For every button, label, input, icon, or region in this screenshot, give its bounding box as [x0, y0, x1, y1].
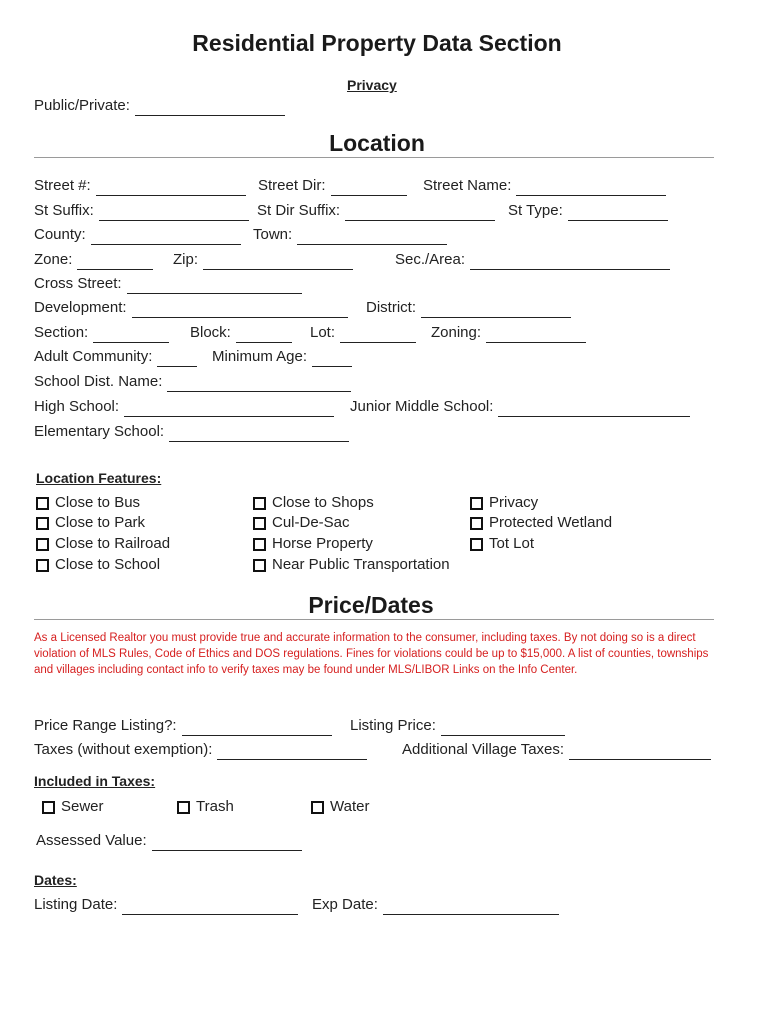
cross-street-input[interactable] — [127, 279, 302, 294]
checkbox-close-to-park[interactable] — [36, 513, 145, 533]
location-divider — [34, 157, 714, 158]
page-title: Residential Property Data Section — [192, 30, 562, 56]
checkbox-label: Close to School — [55, 556, 161, 573]
elementary-school-label: Elementary School: — [34, 423, 165, 440]
street-dir-field[interactable] — [258, 176, 407, 196]
minimum-age-input[interactable] — [312, 352, 352, 367]
licensing-notice: As a Licensed Realtor you must provide true and accurate information to the consumer, including taxes. By not doing so is a direct violation of MLS Rules, Code of Ethics and DOS regulations. Fines for violations could be up to $15,000. A list of counties, townships and villages including contact info to verify taxes may be found under MLS/LIBOR Links on the Info Center. — [34, 632, 709, 676]
cross-street-field[interactable] — [34, 274, 302, 294]
st-dir-suffix-field[interactable] — [257, 201, 495, 221]
town-input[interactable] — [297, 230, 447, 245]
elementary-school-input[interactable] — [169, 427, 349, 442]
included-in-taxes-heading: Included in Taxes: — [34, 773, 156, 789]
cross-street-label: Cross Street: — [34, 275, 122, 292]
checkbox-water[interactable] — [311, 797, 369, 817]
adult-community-label: Adult Community: — [34, 348, 153, 365]
sec-area-input[interactable] — [470, 255, 670, 270]
checkbox-box[interactable] — [42, 801, 55, 814]
street-dir-input[interactable] — [331, 181, 407, 196]
public-private-field[interactable] — [34, 96, 285, 116]
location-features-heading: Location Features: — [36, 470, 162, 486]
checkbox-close-to-bus[interactable] — [36, 493, 140, 513]
lot-label: Lot: — [310, 324, 336, 341]
checkbox-label: Horse Property — [272, 535, 373, 552]
checkbox-box[interactable] — [36, 559, 49, 572]
checkbox-box[interactable] — [311, 801, 324, 814]
checkbox-horse-property[interactable] — [253, 534, 373, 554]
checkbox-close-to-school[interactable] — [36, 555, 160, 575]
county-label: County: — [34, 226, 86, 243]
section-label: Section: — [34, 324, 89, 341]
zip-label: Zip: — [173, 251, 199, 268]
st-type-label: St Type: — [508, 202, 563, 219]
checkbox-box[interactable] — [470, 538, 483, 551]
taxes-input[interactable] — [217, 745, 367, 760]
block-field[interactable] — [190, 323, 292, 343]
checkbox-label: Near Public Transportation — [272, 556, 450, 573]
street-number-input[interactable] — [96, 181, 246, 196]
checkbox-close-to-shops[interactable] — [253, 493, 374, 513]
checkbox-label: Close to Park — [55, 514, 146, 531]
junior-middle-school-input[interactable] — [498, 402, 690, 417]
development-field[interactable] — [34, 298, 348, 318]
street-dir-label: Street Dir: — [258, 177, 326, 194]
checkbox-cul-de-sac[interactable] — [253, 513, 350, 533]
price-dates-title: Price/Dates — [308, 592, 434, 618]
street-number-label: Street #: — [34, 177, 91, 194]
school-dist-field[interactable] — [34, 372, 351, 392]
block-label: Block: — [190, 324, 231, 341]
listing-date-label: Listing Date: — [34, 896, 118, 913]
st-suffix-field[interactable] — [34, 201, 249, 221]
checkbox-label: Protected Wetland — [489, 514, 613, 531]
section-input[interactable] — [93, 328, 169, 343]
checkbox-box[interactable] — [177, 801, 190, 814]
listing-price-input[interactable] — [441, 721, 565, 736]
public-private-input[interactable] — [135, 101, 285, 116]
sec-area-label: Sec./Area: — [395, 251, 466, 268]
county-input[interactable] — [91, 230, 241, 245]
high-school-input[interactable] — [124, 402, 334, 417]
checkbox-sewer[interactable] — [42, 797, 104, 817]
checkbox-label: Water — [330, 798, 370, 815]
listing-date-input[interactable] — [122, 900, 298, 915]
district-field[interactable] — [366, 298, 571, 318]
zip-input[interactable] — [203, 255, 353, 270]
price-range-listing-label: Price Range Listing?: — [34, 717, 177, 734]
checkbox-box[interactable] — [36, 497, 49, 510]
junior-middle-school-field[interactable] — [350, 397, 690, 417]
town-field[interactable] — [253, 225, 447, 245]
checkbox-tot-lot[interactable] — [470, 534, 534, 554]
high-school-field[interactable] — [34, 397, 334, 417]
adult-community-input[interactable] — [157, 352, 197, 367]
checkbox-trash[interactable] — [177, 797, 234, 817]
section-field[interactable] — [34, 323, 169, 343]
checkbox-box[interactable] — [470, 497, 483, 510]
lot-field[interactable] — [310, 323, 416, 343]
zone-input[interactable] — [77, 255, 153, 270]
checkbox-label: Trash — [196, 798, 234, 815]
zoning-label: Zoning: — [431, 324, 482, 341]
checkbox-box[interactable] — [253, 538, 266, 551]
street-number-field[interactable] — [34, 176, 246, 196]
privacy-heading: Privacy — [347, 77, 397, 93]
checkbox-label: Tot Lot — [489, 535, 535, 552]
checkbox-label: Cul-De-Sac — [272, 514, 350, 531]
school-dist-label: School Dist. Name: — [34, 373, 163, 390]
school-dist-input[interactable] — [167, 377, 351, 392]
high-school-label: High School: — [34, 398, 120, 415]
street-name-label: Street Name: — [423, 177, 512, 194]
checkbox-label: Privacy — [489, 494, 539, 511]
price-range-listing-input[interactable] — [182, 721, 332, 736]
district-label: District: — [366, 299, 416, 316]
checkbox-box[interactable] — [253, 559, 266, 572]
checkbox-label: Close to Shops — [272, 494, 374, 511]
checkbox-protected-wetland[interactable] — [470, 513, 612, 533]
st-dir-suffix-label: St Dir Suffix: — [257, 202, 341, 219]
street-name-field[interactable] — [423, 176, 666, 196]
listing-price-field[interactable] — [350, 716, 565, 736]
checkbox-privacy[interactable] — [470, 493, 538, 513]
checkbox-box[interactable] — [253, 517, 266, 530]
development-label: Development: — [34, 299, 127, 316]
price-range-listing-field[interactable] — [34, 716, 332, 736]
checkbox-near-public-transportation[interactable] — [253, 555, 450, 575]
checkbox-label: Sewer — [61, 798, 104, 815]
sec-area-field[interactable] — [395, 250, 670, 270]
additional-village-taxes-input[interactable] — [569, 745, 711, 760]
st-suffix-input[interactable] — [99, 206, 249, 221]
checkbox-label: Close to Bus — [55, 494, 141, 511]
location-title: Location — [329, 130, 425, 156]
taxes-field[interactable] — [34, 740, 367, 760]
development-input[interactable] — [132, 303, 348, 318]
assessed-value-label: Assessed Value: — [36, 832, 147, 849]
adult-community-field[interactable] — [34, 347, 197, 367]
block-input[interactable] — [236, 328, 292, 343]
st-dir-suffix-input[interactable] — [345, 206, 495, 221]
exp-date-label: Exp Date: — [312, 896, 378, 913]
lot-input[interactable] — [340, 328, 416, 343]
zoning-input[interactable] — [486, 328, 586, 343]
public-private-label: Public/Private: — [34, 97, 130, 114]
checkbox-label: Close to Railroad — [55, 535, 171, 552]
checkbox-close-to-railroad[interactable] — [36, 534, 170, 554]
zone-label: Zone: — [34, 251, 73, 268]
dates-heading: Dates: — [34, 872, 77, 888]
listing-date-field[interactable] — [34, 895, 298, 915]
zone-field[interactable] — [34, 250, 153, 270]
checkbox-box[interactable] — [36, 517, 49, 530]
st-type-input[interactable] — [568, 206, 668, 221]
assessed-value-field[interactable] — [36, 831, 302, 851]
checkbox-box[interactable] — [253, 497, 266, 510]
taxes-label: Taxes (without exemption): — [34, 741, 213, 758]
exp-date-field[interactable] — [312, 895, 559, 915]
checkbox-box[interactable] — [470, 517, 483, 530]
town-label: Town: — [253, 226, 293, 243]
assessed-value-input[interactable] — [152, 836, 302, 851]
junior-middle-school-label: Junior Middle School: — [350, 398, 494, 415]
st-type-field[interactable] — [508, 201, 668, 221]
minimum-age-field[interactable] — [212, 347, 352, 367]
checkbox-box[interactable] — [36, 538, 49, 551]
additional-village-taxes-label: Additional Village Taxes: — [402, 741, 565, 758]
minimum-age-label: Minimum Age: — [212, 348, 308, 365]
additional-village-taxes-field[interactable] — [402, 740, 711, 760]
elementary-school-field[interactable] — [34, 422, 349, 442]
county-field[interactable] — [34, 225, 241, 245]
zip-field[interactable] — [173, 250, 353, 270]
price-dates-divider — [34, 619, 714, 620]
st-suffix-label: St Suffix: — [34, 202, 94, 219]
zoning-field[interactable] — [431, 323, 586, 343]
district-input[interactable] — [421, 303, 571, 318]
exp-date-input[interactable] — [383, 900, 559, 915]
listing-price-label: Listing Price: — [350, 717, 436, 734]
street-name-input[interactable] — [516, 181, 666, 196]
